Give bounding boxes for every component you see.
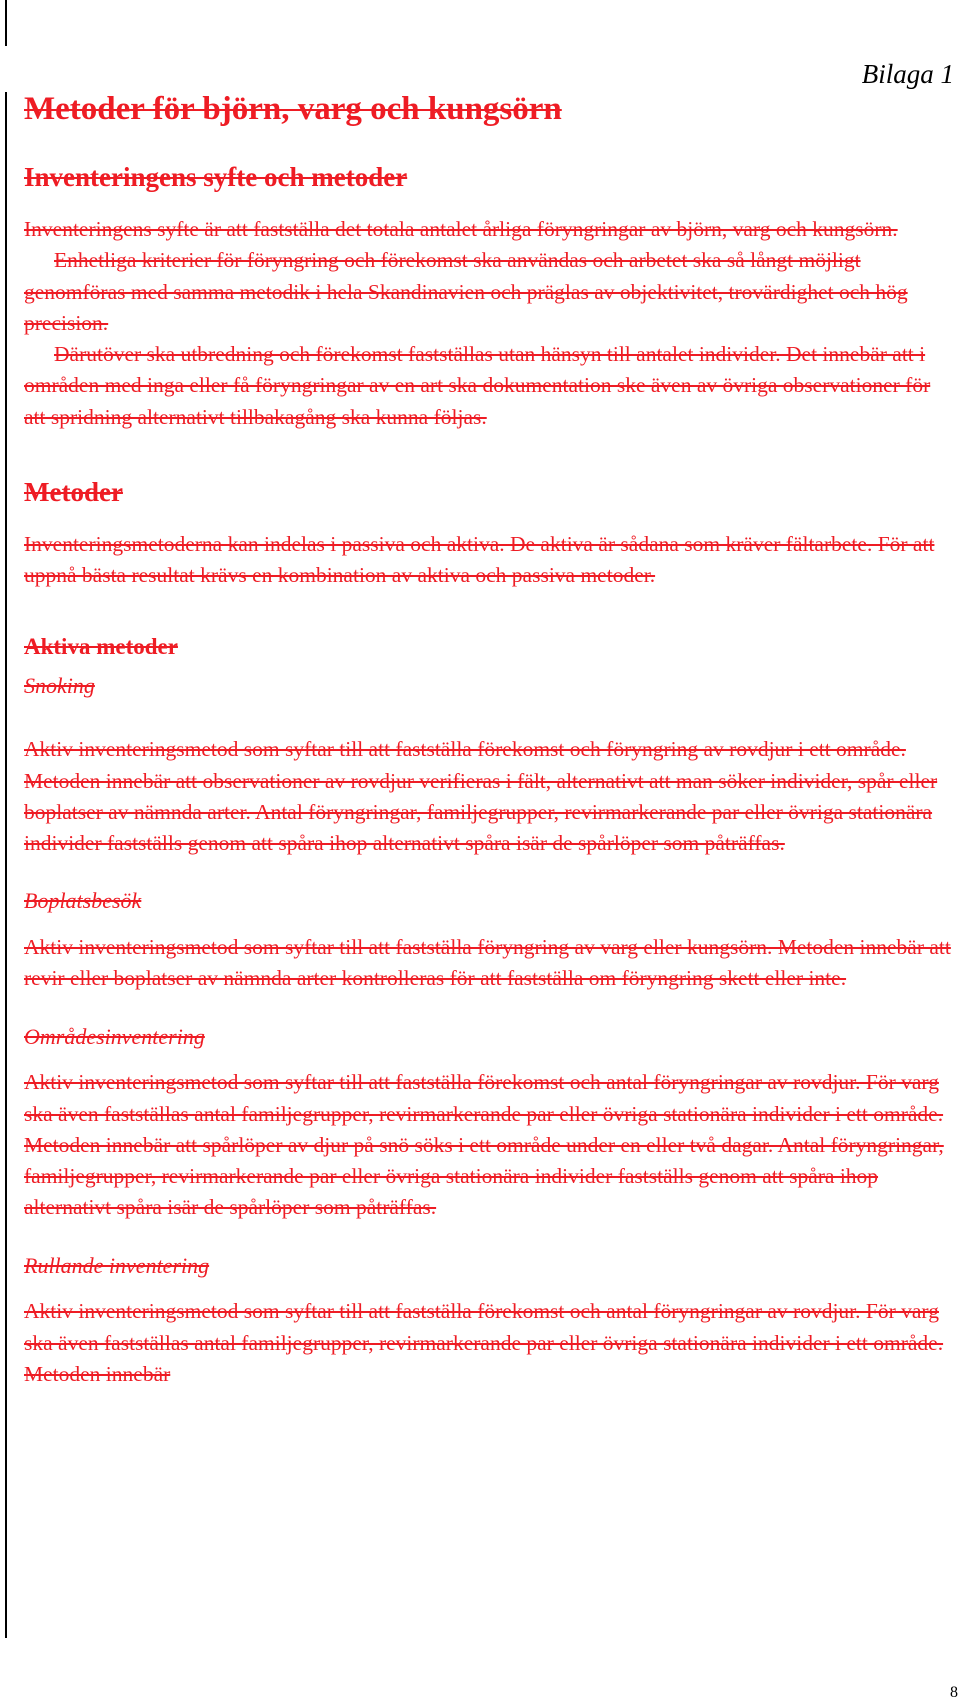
purpose-paragraph-3: Därutöver ska utbredning och förekomst fastställas utan hänsyn till antalet individer. Det innebär att i områden med inga eller få föryngringar av en art ska dokumentation ske även av övriga observationer för att spridning alternativt tillbakagång ska kunna följas. <box>24 342 931 429</box>
methods-heading: Metoder <box>24 477 123 508</box>
appendix-label: Bilaga 1 <box>861 59 954 89</box>
rullande-inventering-paragraph: Aktiv inventeringsmetod som syftar till att fastställa förekomst och antal föryngringar av rovdjur. För varg ska även fastställas antal familjegrupper, revirmarkerande par eller övriga stationära individer i ett område. Metoden innebär <box>24 1299 944 1386</box>
boplatsbesok-heading: Boplatsbesök <box>24 888 142 914</box>
snoking-paragraph: Aktiv inventeringsmetod som syftar till att fastställa förekomst och föryngring av rovdjur i ett område. Metoden innebär att observationer av rovdjur verifieras i fält, alternativt att man söker individer, spår eller boplatser av nämnda arter. Antal föryngringar, familjegrupper, revirmarkerande par eller övriga stationära individer fastställs genom att spåra ihop alternativt spåra isär de spårlöper som påträffas. <box>24 737 938 856</box>
document-title: Metoder för björn, varg och kungsörn <box>24 91 562 127</box>
omradesinventering-paragraph: Aktiv inventeringsmetod som syftar till att fastställa förekomst och antal föryngringar av rovdjur. För varg ska även fastställas antal familjegrupper, revirmarkerande par eller övriga stationära individer i ett område. Metoden innebär att spårlöper av djur på snö söks i ett område under en eller två dagar. Antal föryngringar, familjegrupper, revirmarkerande par eller övriga stationära individer fastställs genom att spåra ihop alternativt spåra isär de spårlöper som påträffas. <box>24 1070 944 1220</box>
document-body <box>24 88 954 1390</box>
methods-paragraph: Inventeringsmetoderna kan indelas i passiva och aktiva. De aktiva är sådana som kräver fältarbete. För att uppnå bästa resultat krävs en kombination av aktiva och passiva metoder. <box>24 532 935 588</box>
purpose-paragraph-2: Enhetliga kriterier för föryngring och förekomst ska användas och arbetet ska så långt möjligt genomföras med samma metodik i hela Skandinavien och präglas av objektivitet, trovärdighet och hög precision. <box>24 248 908 335</box>
purpose-heading: Inventeringens syfte och metoder <box>24 161 408 192</box>
active-methods-heading: Aktiva metoder <box>24 633 178 659</box>
omradesinventering-heading: Områdesinventering <box>24 1023 205 1049</box>
purpose-paragraph-1: Inventeringens syfte är att fastställa det totala antalet årliga föryngringar av björn, varg och kungsörn. <box>24 216 898 241</box>
revision-mark-top <box>5 0 7 46</box>
revision-margin-bar <box>5 92 7 1638</box>
snoking-heading: Snoking <box>24 672 95 698</box>
rullande-inventering-heading: Rullande inventering <box>24 1252 210 1278</box>
page-number: 8 <box>950 1684 958 1701</box>
boplatsbesok-paragraph: Aktiv inventeringsmetod som syftar till att fastställa föryngring av varg eller kungsörn. Metoden innebär att revir eller boplatser av nämnda arter kontrolleras för att fastställa om föryngring skett eller inte. <box>24 935 951 991</box>
